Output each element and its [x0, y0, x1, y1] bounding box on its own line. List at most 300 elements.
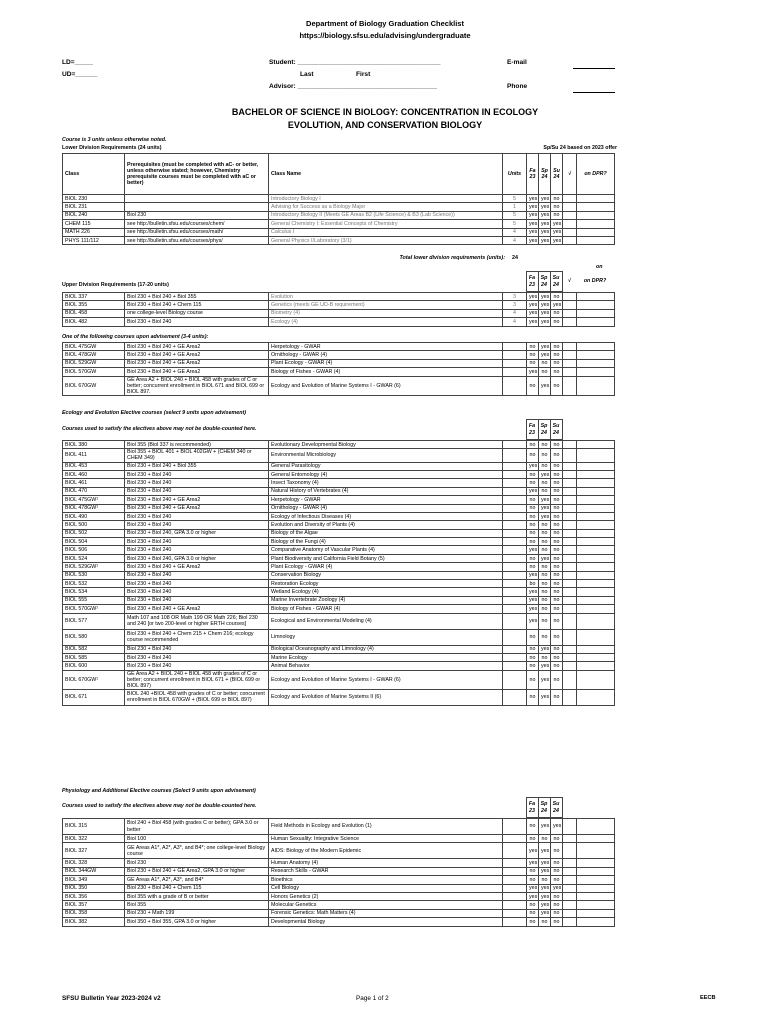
offered-sp: yes: [539, 901, 551, 909]
table-row: [63, 554, 615, 562]
completed-checkbox[interactable]: [563, 901, 577, 909]
footer-page: Page 1 of 2: [356, 995, 389, 1002]
on-dpr-checkbox[interactable]: [577, 309, 615, 317]
completed-checkbox[interactable]: [563, 376, 577, 395]
sp-header: Sp 24: [539, 154, 551, 195]
offered-su: no: [551, 211, 563, 219]
offered-sp: yes: [539, 301, 551, 309]
on-dpr-checkbox[interactable]: [577, 343, 615, 351]
offered-su: no: [551, 605, 563, 613]
completed-checkbox[interactable]: [563, 843, 577, 859]
course-units: 1: [503, 203, 527, 211]
course-prereq: Biol 240 + Biol 458 (with grades C or better); GPA 3.0 or better: [125, 819, 269, 835]
course-code: BIOL 530: [63, 571, 125, 579]
ld-field[interactable]: LD=_____: [62, 59, 93, 66]
on-dpr-checkbox[interactable]: [577, 529, 615, 537]
on-dpr-checkbox[interactable]: [577, 236, 615, 244]
course-prereq: Biol 230 + Biol 240 + Chem 115: [125, 301, 269, 309]
on-dpr-checkbox[interactable]: [577, 867, 615, 875]
upper-header-table: [62, 271, 614, 292]
course-code: BIOL 322: [63, 835, 125, 843]
course-name: General Chemistry I: Essential Concepts of Chemistry: [269, 220, 503, 228]
on-dpr-checkbox[interactable]: [577, 487, 615, 495]
on-dpr-checkbox[interactable]: [577, 538, 615, 546]
table-row: [63, 441, 615, 449]
completed-checkbox[interactable]: [563, 554, 577, 562]
course-units: [503, 653, 527, 661]
on-dpr-checkbox[interactable]: [577, 195, 615, 203]
course-units: [503, 462, 527, 470]
completed-checkbox[interactable]: [563, 645, 577, 653]
offered-su: no: [551, 835, 563, 843]
completed-checkbox[interactable]: [563, 359, 577, 367]
offered-sp: yes: [539, 293, 551, 301]
advisor-field[interactable]: Advisor: ______________________________________: [269, 83, 437, 90]
course-code: BIOL 500: [63, 521, 125, 529]
table-row: [63, 351, 615, 359]
phys-sp-header: Sp 24: [538, 798, 550, 818]
on-dpr-checkbox[interactable]: [577, 496, 615, 504]
table-row: [63, 195, 615, 203]
offered-su: no: [551, 462, 563, 470]
completed-checkbox[interactable]: [563, 909, 577, 917]
table-row: [63, 487, 615, 495]
course-name: Biometry (4): [269, 309, 503, 317]
on-dpr-checkbox[interactable]: [577, 613, 615, 629]
course-code: BIOL 529GW¹: [63, 563, 125, 571]
course-code: BIOL 460: [63, 470, 125, 478]
course-name: Biology of the Fungi (4): [269, 538, 503, 546]
course-prereq: Biol 230 + Biol 240: [125, 479, 269, 487]
course-name: Ecological and Environmental Modeling (4): [269, 613, 503, 629]
course-code: BIOL 411: [63, 449, 125, 462]
completed-checkbox[interactable]: [563, 571, 577, 579]
course-prereq: Biol 230 + Biol 240: [125, 645, 269, 653]
completed-checkbox[interactable]: [563, 819, 577, 835]
table-row: [63, 470, 615, 478]
course-units: [503, 613, 527, 629]
course-prereq: Biol 230: [125, 859, 269, 867]
on-dpr-checkbox[interactable]: [577, 293, 615, 301]
on-dpr-checkbox[interactable]: [577, 203, 615, 211]
on-dpr-checkbox[interactable]: [577, 441, 615, 449]
offered-fa: no: [527, 835, 539, 843]
offered-su: no: [551, 859, 563, 867]
table-row: [63, 236, 615, 244]
offered-su: no: [551, 613, 563, 629]
on-dpr-checkbox[interactable]: [577, 605, 615, 613]
course-name: Evolution: [269, 293, 503, 301]
completed-checkbox[interactable]: [563, 368, 577, 376]
upper-sp-header: Sp 24: [538, 272, 550, 292]
offered-su: no: [551, 529, 563, 537]
completed-checkbox[interactable]: [563, 470, 577, 478]
course-prereq: Biol 230 + Biol 240 + GE Area2: [125, 605, 269, 613]
on-dpr-checkbox[interactable]: [577, 211, 615, 219]
offered-fa: no: [527, 670, 539, 689]
completed-checkbox[interactable]: [563, 867, 577, 875]
completed-checkbox[interactable]: [563, 835, 577, 843]
offered-su: no: [551, 629, 563, 645]
course-units: [503, 645, 527, 653]
completed-checkbox[interactable]: [563, 546, 577, 554]
course-name: Ornithology - GWAR (4): [269, 351, 503, 359]
on-dpr-checkbox[interactable]: [577, 819, 615, 835]
on-dpr-checkbox[interactable]: [577, 859, 615, 867]
completed-checkbox[interactable]: [563, 301, 577, 309]
course-units: [503, 909, 527, 917]
course-name: Wetland Ecology (4): [269, 588, 503, 596]
completed-checkbox[interactable]: [563, 211, 577, 219]
on-dpr-checkbox[interactable]: [577, 884, 615, 892]
upper-div-heading: Upper Division Requirements (17-20 units): [62, 282, 169, 288]
course-prereq: Biol 350 + Biol 355, GPA 3.0 or higher: [125, 918, 269, 926]
offered-su: yes: [551, 236, 563, 244]
on-dpr-checkbox[interactable]: [577, 670, 615, 689]
offered-sp: yes: [539, 309, 551, 317]
offered-sp: yes: [539, 859, 551, 867]
phone-line[interactable]: [573, 92, 615, 93]
on-dpr-checkbox[interactable]: [577, 301, 615, 309]
offered-fa: yes: [527, 546, 539, 554]
offered-sp: yes: [539, 496, 551, 504]
email-line[interactable]: [573, 68, 615, 69]
course-units: [503, 359, 527, 367]
offered-fa: yes: [527, 596, 539, 604]
completed-checkbox[interactable]: [563, 670, 577, 689]
completed-checkbox[interactable]: [563, 892, 577, 900]
phys-elective-heading: Physiology and Additional Elective courses (Select 9 units upon advisement): [62, 788, 256, 794]
course-prereq: Biol 230 + Biol 240: [125, 588, 269, 596]
offered-sp: no: [539, 613, 551, 629]
course-prereq: GE Areas A1*, A2*, A3*, and B4*; one college-level Biology course: [125, 843, 269, 859]
offered-su: no: [551, 892, 563, 900]
course-units: [503, 689, 527, 705]
course-units: [503, 670, 527, 689]
course-name: Honors Genetics (2): [269, 892, 503, 900]
on-dpr-checkbox[interactable]: [577, 629, 615, 645]
offered-fa: yes: [527, 588, 539, 596]
completed-checkbox[interactable]: [563, 228, 577, 236]
completed-checkbox[interactable]: [563, 529, 577, 537]
completed-checkbox[interactable]: [563, 203, 577, 211]
table-row: [63, 504, 615, 512]
course-prereq: see http://bulletin.sfsu.edu/courses/phys/: [125, 236, 269, 244]
offered-fa: bo: [527, 580, 539, 588]
completed-checkbox[interactable]: [563, 689, 577, 705]
on-dpr-checkbox[interactable]: [577, 571, 615, 579]
offered-fa: no: [527, 343, 539, 351]
on-dpr-checkbox[interactable]: [577, 909, 615, 917]
offered-su: no: [551, 293, 563, 301]
table-row: [63, 521, 615, 529]
student-field[interactable]: Student: _______________________________________: [269, 59, 441, 66]
completed-checkbox[interactable]: [563, 441, 577, 449]
offered-su: no: [551, 909, 563, 917]
course-prereq: Biol 230 + Biol 240 + GE Area2: [125, 359, 269, 367]
course-name: Advising for Success as a Biology Major: [269, 203, 503, 211]
on-dpr-checkbox[interactable]: [577, 918, 615, 926]
units-note: Course is 3 units unless otherwise noted.: [62, 137, 167, 143]
offered-sp: no: [539, 449, 551, 462]
course-name: Evolutionary Developmental Biology: [269, 441, 503, 449]
offered-su: no: [551, 195, 563, 203]
course-code: BIOL 524: [63, 554, 125, 562]
course-code: BIOL 582: [63, 645, 125, 653]
offered-fa: no: [527, 876, 539, 884]
completed-checkbox[interactable]: [563, 563, 577, 571]
offered-sp: yes: [539, 554, 551, 562]
course-prereq: GE Area A2 + BIOL 240 + BIOL 458 with grades of C or better; concurrent enrollment in BIOL 671 + (BIOL 699 or BIOL 897): [125, 670, 269, 689]
on-dpr-checkbox[interactable]: [577, 318, 615, 326]
phys-fa-header: Fa 23: [526, 798, 538, 818]
offered-sp: no: [539, 653, 551, 661]
on-dpr-checkbox[interactable]: [577, 689, 615, 705]
offered-sp: no: [539, 563, 551, 571]
completed-checkbox[interactable]: [563, 512, 577, 520]
offered-sp: yes: [539, 662, 551, 670]
table-row: [63, 901, 615, 909]
eco-sp-header: Sp 24: [538, 420, 550, 440]
course-name: General Physics I/Laboratory (3/1): [269, 236, 503, 244]
completed-checkbox[interactable]: [563, 653, 577, 661]
course-name: General Parasitology: [269, 462, 503, 470]
table-row: [63, 309, 615, 317]
course-units: [503, 571, 527, 579]
on-dpr-checkbox[interactable]: [577, 653, 615, 661]
completed-checkbox[interactable]: [563, 479, 577, 487]
offered-sp: no: [539, 521, 551, 529]
completed-checkbox[interactable]: [563, 662, 577, 670]
table-row: [63, 301, 615, 309]
completed-checkbox[interactable]: [563, 309, 577, 317]
completed-checkbox[interactable]: [563, 351, 577, 359]
completed-checkbox[interactable]: [563, 918, 577, 926]
course-name: Limnology: [269, 629, 503, 645]
course-prereq: Biol 230 + Biol 240 + GE Area2: [125, 496, 269, 504]
table-row: [63, 918, 615, 926]
course-code: BIOL 670GW: [63, 376, 125, 395]
offered-fa: no: [527, 918, 539, 926]
completed-checkbox[interactable]: [563, 195, 577, 203]
offered-fa: yes: [527, 211, 539, 219]
offered-fa: yes: [527, 293, 539, 301]
course-code: BIOL 585: [63, 653, 125, 661]
offered-fa: yes: [527, 571, 539, 579]
course-prereq: Biol 230 + Biol 240 + GE Area2: [125, 351, 269, 359]
course-prereq: BIOL 240 +BIOL 458 with grades of C or better; concurrent enrollment in BIOL 670GW + (BIOL 699 or BIOL 897): [125, 689, 269, 705]
course-prereq: Biol 230 + Biol 240 + Chem 215 + Chem 216; ecology course recommended: [125, 629, 269, 645]
offered-fa: no: [527, 441, 539, 449]
course-name: Ornithology - GWAR (4): [269, 504, 503, 512]
on-dpr-checkbox[interactable]: [577, 351, 615, 359]
completed-checkbox[interactable]: [563, 293, 577, 301]
course-prereq: GE Area A2 + BIOL 240 + BIOL 458 with grades of C or better; concurrent enrollment in BIOL 671 and BIOL 699 or BIOL 897.: [125, 376, 269, 395]
course-prereq: Biol 355 (Biol 337 is recommended): [125, 441, 269, 449]
completed-checkbox[interactable]: [563, 487, 577, 495]
completed-checkbox[interactable]: [563, 496, 577, 504]
course-code: BIOL 240: [63, 211, 125, 219]
course-code: BIOL 671: [63, 689, 125, 705]
email-label: E-mail: [507, 59, 527, 66]
completed-checkbox[interactable]: [563, 580, 577, 588]
course-code: BIOL 315: [63, 819, 125, 835]
course-name: Biology of Fishes - GWAR (4): [269, 368, 503, 376]
completed-checkbox[interactable]: [563, 884, 577, 892]
offered-fa: yes: [527, 462, 539, 470]
on-dpr-checkbox[interactable]: [577, 554, 615, 562]
on-dpr-checkbox[interactable]: [577, 645, 615, 653]
course-prereq: Biol 230 + Biol 240: [125, 487, 269, 495]
offered-su: no: [551, 580, 563, 588]
offered-sp: yes: [539, 512, 551, 520]
course-units: [503, 835, 527, 843]
course-units: [503, 546, 527, 554]
offered-su: no: [551, 901, 563, 909]
on-dpr-checkbox[interactable]: [577, 876, 615, 884]
on-dpr-checkbox[interactable]: [577, 521, 615, 529]
completed-checkbox[interactable]: [563, 596, 577, 604]
on-dpr-checkbox[interactable]: [577, 479, 615, 487]
on-dpr-checkbox[interactable]: [577, 835, 615, 843]
offered-su: no: [551, 571, 563, 579]
on-dpr-checkbox[interactable]: [577, 228, 615, 236]
completed-checkbox[interactable]: [563, 588, 577, 596]
offered-sp: yes: [539, 211, 551, 219]
offered-sp: yes: [539, 343, 551, 351]
dept-url: https://biology.sfsu.edu/advising/undergraduate: [299, 31, 471, 40]
offered-sp: yes: [539, 884, 551, 892]
completed-checkbox[interactable]: [563, 859, 577, 867]
completed-checkbox[interactable]: [563, 521, 577, 529]
course-prereq: Biol 230 + Biol 240: [125, 653, 269, 661]
on-dpr-checkbox[interactable]: [577, 596, 615, 604]
offered-su: no: [551, 689, 563, 705]
completed-checkbox[interactable]: [563, 876, 577, 884]
on-dpr-checkbox[interactable]: [577, 449, 615, 462]
on-dpr-checkbox[interactable]: [577, 512, 615, 520]
offered-su: no: [551, 318, 563, 326]
offered-su: no: [551, 876, 563, 884]
course-name: Plant Biodiversity and California Field Botany (5): [269, 554, 503, 562]
on-dpr-checkbox[interactable]: [577, 376, 615, 395]
check-header: √: [563, 154, 577, 195]
course-prereq: Biol 230 + Biol 240 + GE Area2: [125, 563, 269, 571]
first-label: First: [356, 71, 371, 78]
on-dpr-checkbox[interactable]: [577, 588, 615, 596]
course-code: BIOL 475GW: [63, 343, 125, 351]
completed-checkbox[interactable]: [563, 629, 577, 645]
offered-su: no: [551, 546, 563, 554]
eco-header-table: [62, 419, 614, 440]
offered-sp: no: [539, 487, 551, 495]
course-code: BIOL 478GW: [63, 351, 125, 359]
completed-checkbox[interactable]: [563, 236, 577, 244]
offered-fa: no: [527, 629, 539, 645]
course-units: [503, 918, 527, 926]
footer-bulletin: SFSU Bulletin Year 2023-2024 v2: [62, 995, 161, 1002]
table-row: [63, 293, 615, 301]
course-name: Calculus I: [269, 228, 503, 236]
offered-sp: no: [539, 571, 551, 579]
course-prereq: Biol 230 + Biol 240: [125, 596, 269, 604]
table-row: [63, 819, 615, 835]
course-prereq: Biol 230 + Biol 240: [125, 580, 269, 588]
on-dpr-checkbox[interactable]: [577, 901, 615, 909]
course-units: [503, 554, 527, 562]
footer-program-code: EECB: [700, 995, 716, 1001]
course-name: Evolution and Diversity of Plants (4): [269, 521, 503, 529]
offered-sp: yes: [539, 203, 551, 211]
course-prereq: Biol 230 + Biol 240: [125, 318, 269, 326]
course-name: Research Skills - GWAR: [269, 867, 503, 875]
offered-su: no: [551, 351, 563, 359]
completed-checkbox[interactable]: [563, 504, 577, 512]
course-prereq: Biol 230 + Biol 240 + Biol 355: [125, 462, 269, 470]
offered-fa: yes: [527, 228, 539, 236]
course-name: Natural History of Vertebrates (4): [269, 487, 503, 495]
on-dpr-checkbox[interactable]: [577, 470, 615, 478]
course-code: BIOL 532: [63, 580, 125, 588]
course-code: BIOL 482: [63, 318, 125, 326]
on-dpr-checkbox[interactable]: [577, 368, 615, 376]
completed-checkbox[interactable]: [563, 343, 577, 351]
offered-su: no: [551, 512, 563, 520]
completed-checkbox[interactable]: [563, 613, 577, 629]
offered-sp: yes: [539, 220, 551, 228]
offered-su: no: [551, 843, 563, 859]
phone-label: Phone: [507, 83, 528, 90]
offered-fa: no: [527, 521, 539, 529]
on-dpr-checkbox[interactable]: [577, 504, 615, 512]
course-code: BIOL 580: [63, 629, 125, 645]
offered-fa: no: [527, 689, 539, 705]
on-dpr-checkbox[interactable]: [577, 662, 615, 670]
offered-su: no: [551, 203, 563, 211]
total-lower-label: Total lower division requirements (units):: [399, 255, 505, 261]
course-code: PHYS 111/112: [63, 236, 125, 244]
on-dpr-checkbox[interactable]: [577, 843, 615, 859]
upper-division-table: [62, 292, 615, 327]
completed-checkbox[interactable]: [563, 462, 577, 470]
course-prereq: Biol 230 + Biol 240: [125, 662, 269, 670]
ud-field[interactable]: UD=______: [62, 71, 98, 78]
offered-fa: yes: [527, 318, 539, 326]
course-units: [503, 884, 527, 892]
completed-checkbox[interactable]: [563, 538, 577, 546]
table-row: [63, 529, 615, 537]
on-dpr-checkbox[interactable]: [577, 359, 615, 367]
on-dpr-checkbox[interactable]: [577, 563, 615, 571]
course-name: Introductory Biology I: [269, 195, 503, 203]
on-dpr-checkbox[interactable]: [577, 580, 615, 588]
completed-checkbox[interactable]: [563, 449, 577, 462]
course-name: AIDS: Biology of the Modern Epidemic: [269, 843, 503, 859]
on-dpr-checkbox[interactable]: [577, 892, 615, 900]
course-name: Restoration Ecology: [269, 580, 503, 588]
on-dpr-checkbox[interactable]: [577, 462, 615, 470]
course-code: BIOL 502: [63, 529, 125, 537]
completed-checkbox[interactable]: [563, 220, 577, 228]
phys-header-table: [62, 797, 614, 818]
course-code: BIOL 555: [63, 596, 125, 604]
completed-checkbox[interactable]: [563, 605, 577, 613]
on-dpr-checkbox[interactable]: [577, 220, 615, 228]
on-dpr-checkbox[interactable]: [577, 546, 615, 554]
offered-sp: no: [539, 605, 551, 613]
completed-checkbox[interactable]: [563, 318, 577, 326]
course-prereq: Biol 230 + Biol 240 + GE Area2: [125, 343, 269, 351]
